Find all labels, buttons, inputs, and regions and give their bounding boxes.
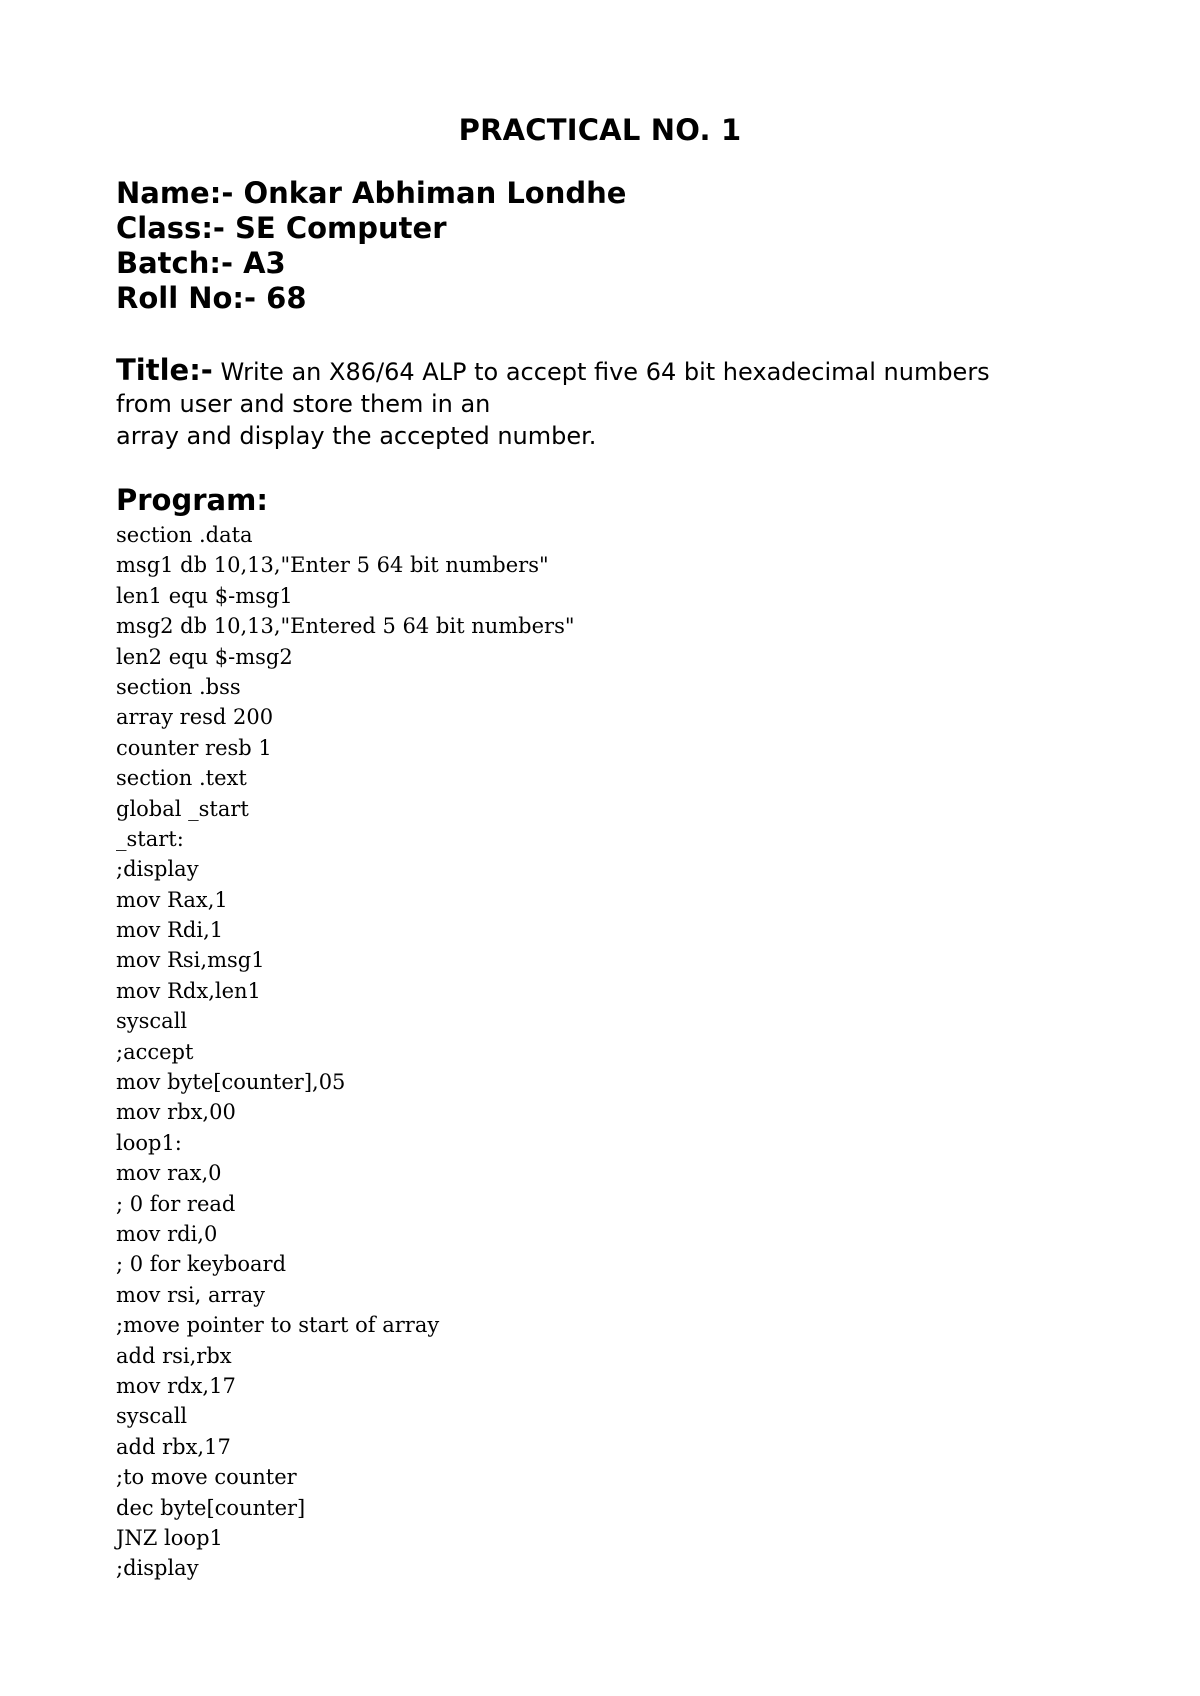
code-line: syscall xyxy=(116,1404,188,1429)
code-line: section .data xyxy=(116,523,253,547)
code-line: mov rdi,0 xyxy=(116,1221,218,1246)
title-text-line1: Write an X86/64 ALP to accept five 64 bit hexadecimal numbers xyxy=(212,358,990,386)
code-line: section .bss xyxy=(116,674,241,699)
student-roll-no: Roll No:- 68 xyxy=(116,281,307,315)
code-line: len2 equ $-msg2 xyxy=(116,644,293,669)
student-name: Name:- Onkar Abhiman Londhe xyxy=(116,176,627,210)
title-text-line2: from user and store them in an xyxy=(116,390,491,418)
code-line: ;display xyxy=(116,857,199,882)
code-line: mov Rdx,len1 xyxy=(116,978,261,1003)
code-line: add rsi,rbx xyxy=(116,1343,232,1368)
code-line: mov Rdi,1 xyxy=(116,918,224,943)
code-line: mov rax,0 xyxy=(116,1161,222,1186)
code-line: dec byte[counter] xyxy=(116,1495,306,1520)
code-line: len1 equ $-msg1 xyxy=(116,583,293,608)
code-line: JNZ loop1 xyxy=(116,1525,223,1550)
title-block xyxy=(116,354,1116,452)
code-line: mov rdx,17 xyxy=(116,1373,236,1398)
title-label: Title:- xyxy=(116,353,213,387)
code-line: ;display xyxy=(116,1556,199,1581)
code-line: section .text xyxy=(116,766,247,791)
code-line: mov rsi, array xyxy=(116,1282,265,1307)
code-line: mov rbx,00 xyxy=(116,1100,236,1125)
code-line: global _start xyxy=(116,796,249,821)
code-line: ;to move counter xyxy=(116,1465,297,1490)
program-label: Program: xyxy=(116,483,268,517)
title-first-line xyxy=(116,354,1116,388)
code-line: mov byte[counter],05 xyxy=(116,1070,346,1095)
code-line: loop1: xyxy=(116,1130,182,1155)
code-line: array resd 200 xyxy=(116,705,274,730)
code-line: mov Rsi,msg1 xyxy=(116,948,265,973)
code-line: msg1 db 10,13,"Enter 5 64 bit numbers" xyxy=(116,553,549,578)
code-line: ; 0 for keyboard xyxy=(116,1252,287,1277)
code-line: add rbx,17 xyxy=(116,1434,231,1459)
code-line: syscall xyxy=(116,1009,188,1034)
code-line: ;move pointer to start of array xyxy=(116,1313,440,1338)
code-line: ;accept xyxy=(116,1039,194,1064)
code-line: mov Rax,1 xyxy=(116,887,228,912)
student-batch: Batch:- A3 xyxy=(116,246,286,280)
title-text-line3: array and display the accepted number. xyxy=(116,422,597,450)
code-line: counter resb 1 xyxy=(116,735,272,760)
code-line: ; 0 for read xyxy=(116,1191,236,1216)
program-code xyxy=(116,520,575,1584)
code-line: _start: xyxy=(116,826,184,851)
code-line: msg2 db 10,13,"Entered 5 64 bit numbers" xyxy=(116,614,575,639)
practical-heading: PRACTICAL NO. 1 xyxy=(458,113,742,147)
student-class: Class:- SE Computer xyxy=(116,211,447,245)
student-info xyxy=(116,176,626,316)
